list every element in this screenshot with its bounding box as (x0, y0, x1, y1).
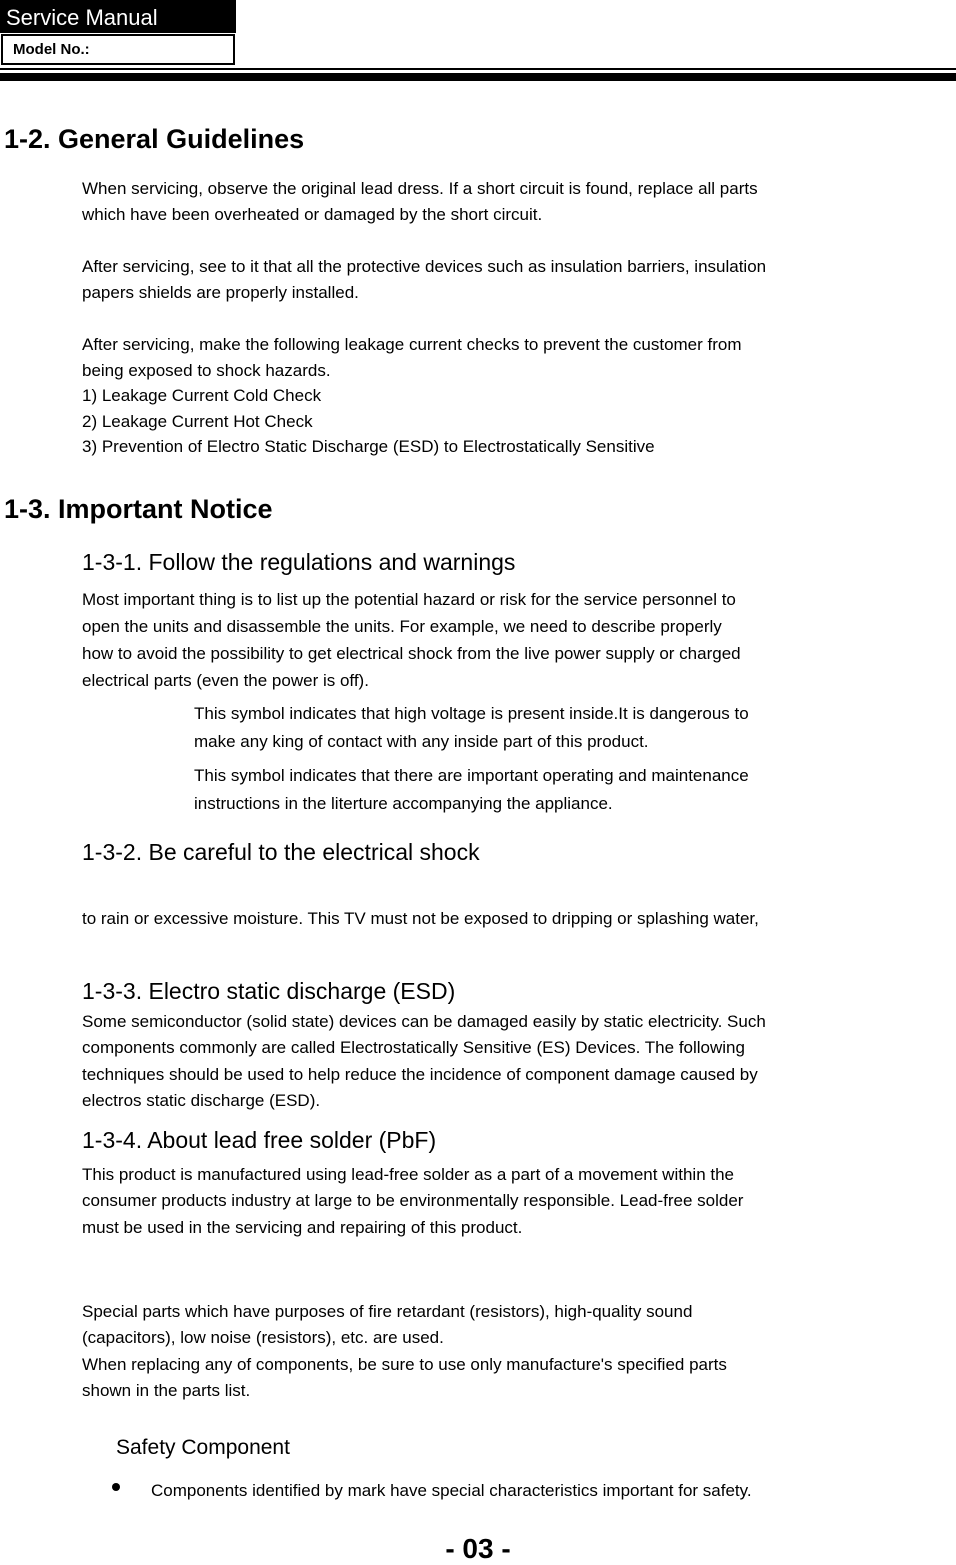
text-line: techniques should be used to help reduce the incidence of component damage caused by (82, 1064, 758, 1084)
paragraph-regulations (82, 586, 741, 694)
text-line: which have been overheated or damaged by the short circuit. (82, 204, 543, 224)
check-item: 2) Leakage Current Hot Check (82, 411, 313, 431)
section-title-important-notice: 1-3. Important Notice (4, 494, 273, 524)
check-item: 3) Prevention of Electro Static Discharge (ESD) to Electrostatically Sensitive (82, 437, 655, 456)
text-line: After servicing, see to it that all the protective devices such as insulation barriers, insulation (82, 257, 767, 276)
text-line: how to avoid the possibility to get electrical shock from the live power supply or charged (82, 644, 741, 663)
text-line: When replacing any of components, be sure to use only manufacture's specified parts (82, 1354, 727, 1374)
text-line: shown in the parts list. (82, 1380, 251, 1400)
subsection-title-esd: 1-3-3. Electro static discharge (ESD) (82, 978, 456, 1004)
text-line: This symbol indicates that there are important operating and maintenance (194, 766, 749, 785)
check-item: 1) Leakage Current Cold Check (82, 386, 322, 405)
paragraph-lead-dress (82, 176, 758, 227)
text-line: This symbol indicates that high voltage is present inside.It is dangerous to (194, 704, 749, 723)
header-rule-thick (0, 73, 956, 81)
symbol-note-important-instructions (194, 762, 749, 818)
text-line: must be used in the servicing and repairing of this product. (82, 1217, 523, 1237)
paragraph-lead-free-solder (82, 1162, 743, 1241)
text-line: components commonly are called Electrostatically Sensitive (ES) Devices. The following (82, 1038, 745, 1058)
model-number-label: Model No.: (1, 34, 235, 65)
subsection-title-lead-free-solder: 1-3-4. About lead free solder (PbF) (82, 1127, 437, 1153)
text-line: Most important thing is to list up the potential hazard or risk for the service personnel to (82, 590, 736, 609)
text-line: electrical parts (even the power is off). (82, 671, 369, 690)
text-line: When servicing, observe the original lead dress. If a short circuit is found, replace all parts (82, 179, 758, 198)
text-line: Some semiconductor (solid state) devices can be damaged easily by static electricity. Such (82, 1012, 766, 1031)
page-number: - 03 - (445, 1533, 511, 1564)
text-line: papers shields are properly installed. (82, 282, 359, 302)
text-line: Special parts which have purposes of fire retardant (resistors), high-quality sound (82, 1302, 693, 1321)
text-line: open the units and disassemble the units. For example, we need to describe properly (82, 617, 722, 636)
header-rule-thin (0, 68, 956, 70)
paragraph-leakage-checks (82, 332, 742, 460)
text-line: instructions in the literture accompanying the appliance. (194, 794, 613, 813)
symbol-note-high-voltage (194, 700, 749, 756)
text-line: (capacitors), low noise (resistors), etc. are used. (82, 1328, 444, 1348)
text-line: make any king of contact with any inside part of this product. (194, 732, 649, 751)
text-line: This product is manufactured using lead-free solder as a part of a movement within the (82, 1165, 735, 1184)
text-line: electros static discharge (ESD). (82, 1090, 321, 1110)
safety-component-title: Safety Component (116, 1436, 290, 1459)
manual-title: Service Manual (0, 0, 236, 33)
text-line: After servicing, make the following leakage current checks to prevent the customer from (82, 335, 742, 354)
safety-component-note: Components identified by mark have special characteristics important for safety. (151, 1481, 752, 1500)
paragraph-special-parts (82, 1299, 727, 1404)
text-line-moisture: to rain or excessive moisture. This TV must not be exposed to dripping or splashing water, (82, 909, 759, 928)
text-line: being exposed to shock hazards. (82, 360, 331, 380)
paragraph-esd (82, 1009, 766, 1114)
text-line: consumer products industry at large to be environmentally responsible. Lead-free solder (82, 1191, 744, 1211)
section-title-general-guidelines: 1-2. General Guidelines (4, 124, 305, 154)
bullet-icon (112, 1483, 120, 1491)
subsection-title-regulations: 1-3-1. Follow the regulations and warnings (82, 549, 516, 575)
paragraph-protective-devices (82, 254, 766, 305)
subsection-title-electrical-shock: 1-3-2. Be careful to the electrical shock (82, 839, 480, 865)
